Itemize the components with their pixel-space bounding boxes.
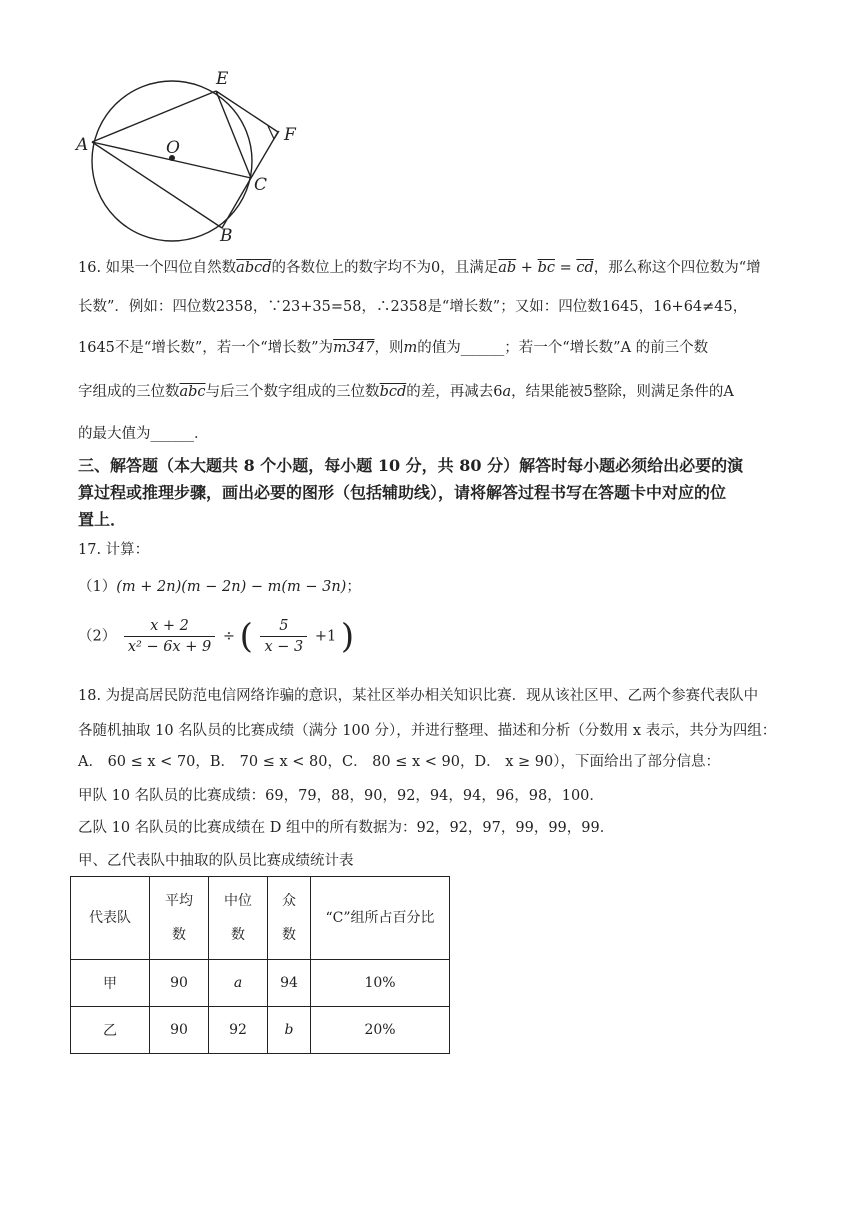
stats-table <box>70 876 450 1054</box>
q17-part-2: （2） $\frac{x + 2}{\text{x² − 6x + 9}}$ ÷ ( $\frac{5}{x - 3}$ +1 ) <box>78 616 355 657</box>
section-3-line-2: 算过程或推理步骤，画出必要的图形（包括辅助线），请将解答过程书写在答题卡中对应的位 <box>78 483 727 502</box>
q18-line-5: 乙队 10 名队员的比赛成绩在 D 组中的所有数据为：92，92，97，99，99，99． <box>78 820 615 836</box>
label-o: O <box>166 138 180 158</box>
table-cell: 20% <box>311 1007 450 1054</box>
q18-line-2: 各随机抽取 10 名队员的比赛成绩（满分 100 分），并进行整理、描述和分析（分数用 x 表示，共分为四组： <box>78 723 777 739</box>
table-cell: 92 <box>209 1007 268 1054</box>
table-header-row <box>71 877 450 960</box>
section-3-line-1: 三、解答题（本大题共 8 个小题，每小题 10 分，共 80 分）解答时每小题必须给出必要的演 <box>78 456 744 475</box>
label-c: C <box>254 175 268 195</box>
q16-line-1: 16. 如果一个四位自然数abcd的各数位上的数字均不为0，且满足$\overline{ab} + \overline{bc} = \overline{cd}$，那么称这个四位数为“增 <box>78 260 761 276</box>
circle-figure <box>70 60 310 245</box>
table-cell: 甲 <box>71 960 150 1007</box>
q16-line-3: 1645不是“增长数”，若一个“增长数”为m347，则m的值为______；若一个“增长数”A 的前三个数 <box>78 340 709 356</box>
label-b: B <box>220 226 233 245</box>
table-cell: 90 <box>150 1007 209 1054</box>
q18-line-1: 18. 为提高居民防范电信网络诈骗的意识，某社区举办相关知识比赛．现从该社区甲、乙两个参赛代表队中 <box>78 688 759 704</box>
label-a: A <box>76 135 89 155</box>
table-header-cell: 众数 <box>268 877 311 960</box>
q16-line-4: 字组成的三位数$\overline{abc}$与后三个数字组成的三位数$\overline{bcd}$的差，再减去6a，结果能被5整除，则满足条件的A <box>78 384 734 400</box>
table-header-cell: 中位数 <box>209 877 268 960</box>
table-cell: 10% <box>311 960 450 1007</box>
table-cell: 90 <box>150 960 209 1007</box>
q17-part-1: （1）(m + 2n)(m − 2n) − m(m − 3n)； <box>78 579 361 595</box>
table-cell: 94 <box>268 960 311 1007</box>
q17-title: 17. 计算： <box>78 542 150 558</box>
table-header-cell: 代表队 <box>71 877 150 960</box>
table-header-cell: “C”组所占百分比 <box>311 877 450 960</box>
table-cell: b <box>268 1007 311 1054</box>
q16-line-2: 长数”．例如：四位数2358，∵23+35=58，∴2358是“增长数”；又如：四位数1645，16+64≠45， <box>78 299 748 315</box>
table-row <box>71 960 450 1007</box>
table-cell: 乙 <box>71 1007 150 1054</box>
table-row <box>71 1007 450 1054</box>
table-header-cell: 平均数 <box>150 877 209 960</box>
section-3-line-3: 置上． <box>78 510 127 529</box>
q16-line-5: 的最大值为______． <box>78 426 209 442</box>
q18-line-3: A． 60 ≤ x < 70，B． 70 ≤ x < 80，C． 80 ≤ x < 90，D． x ≥ 90），下面给出了部分信息： <box>78 754 720 770</box>
q18-line-4: 甲队 10 名队员的比赛成绩：69，79，88，90，92，94，94，96，98，100． <box>78 788 604 804</box>
label-f: F <box>284 125 296 145</box>
table-cell: a <box>209 960 268 1007</box>
label-e: E <box>216 69 229 89</box>
table-caption: 甲、乙代表队中抽取的队员比赛成绩统计表 <box>78 853 354 869</box>
